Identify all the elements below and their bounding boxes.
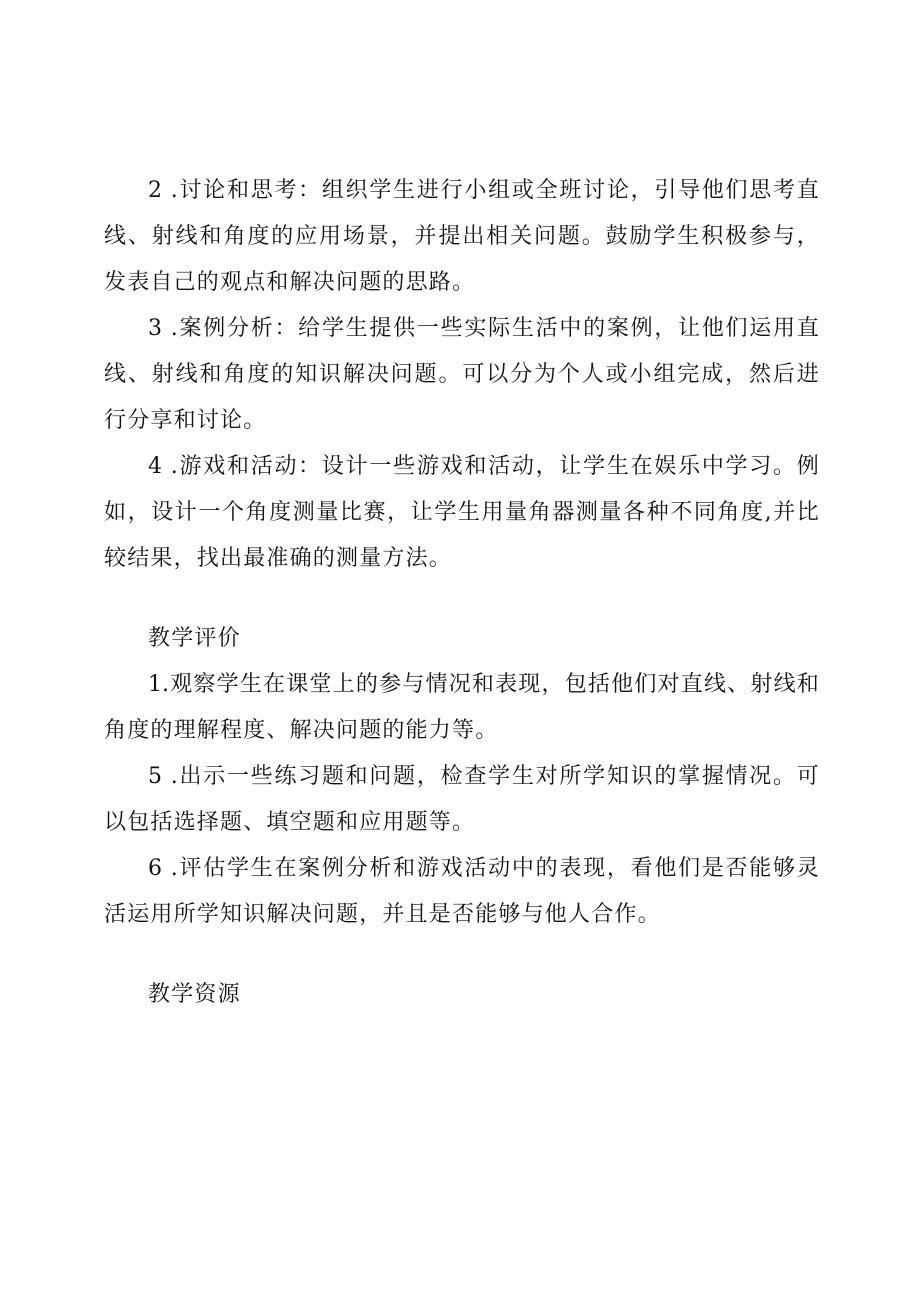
activity-item-3 <box>104 306 820 444</box>
item-text: .观察学生在课堂上的参与情况和表现，包括他们对直线、射线和角度的理解程度、解决问题的能力等。 <box>104 672 820 743</box>
item-number: 4 <box>148 454 162 479</box>
evaluation-item-5 <box>104 754 820 846</box>
item-text: .游戏和活动：设计一些游戏和活动，让学生在娱乐中学习。例如，设计一个角度测量比赛，让学生用量角器测量各种不同角度,并比较结果，找出最准确的测量方法。 <box>104 454 820 571</box>
item-number: 5 <box>148 764 162 789</box>
evaluation-item-6 <box>104 846 820 938</box>
item-text: .讨论和思考：组织学生进行小组或全班讨论，引导他们思考直线、射线和角度的应用场景，并提出相关问题。鼓励学生积极参与，发表自己的观点和解决问题的思路。 <box>104 178 820 295</box>
item-number: 3 <box>148 316 162 341</box>
item-text: .评估学生在案例分析和游戏活动中的表现，看他们是否能够灵活运用所学知识解决问题，并且是否能够与他人合作。 <box>104 856 820 927</box>
item-text: .案例分析：给学生提供一些实际生活中的案例，让他们运用直线、射线和角度的知识解决问题。可以分为个人或小组完成，然后进行分享和讨论。 <box>104 316 820 433</box>
activity-item-4 <box>104 444 820 582</box>
item-number: 2 <box>148 178 162 203</box>
item-number: 6 <box>148 856 162 881</box>
item-number: 1 <box>148 672 162 697</box>
resources-heading: 教学资源 <box>148 982 241 1007</box>
document-page <box>104 168 820 1018</box>
activity-item-2 <box>104 168 820 306</box>
section-spacer <box>104 582 820 616</box>
evaluation-item-1 <box>104 662 820 754</box>
section-spacer <box>104 938 820 972</box>
item-text: .出示一些练习题和问题，检查学生对所学知识的掌握情况。可以包括选择题、填空题和应用题等。 <box>104 764 820 835</box>
evaluation-heading: 教学评价 <box>148 626 241 651</box>
